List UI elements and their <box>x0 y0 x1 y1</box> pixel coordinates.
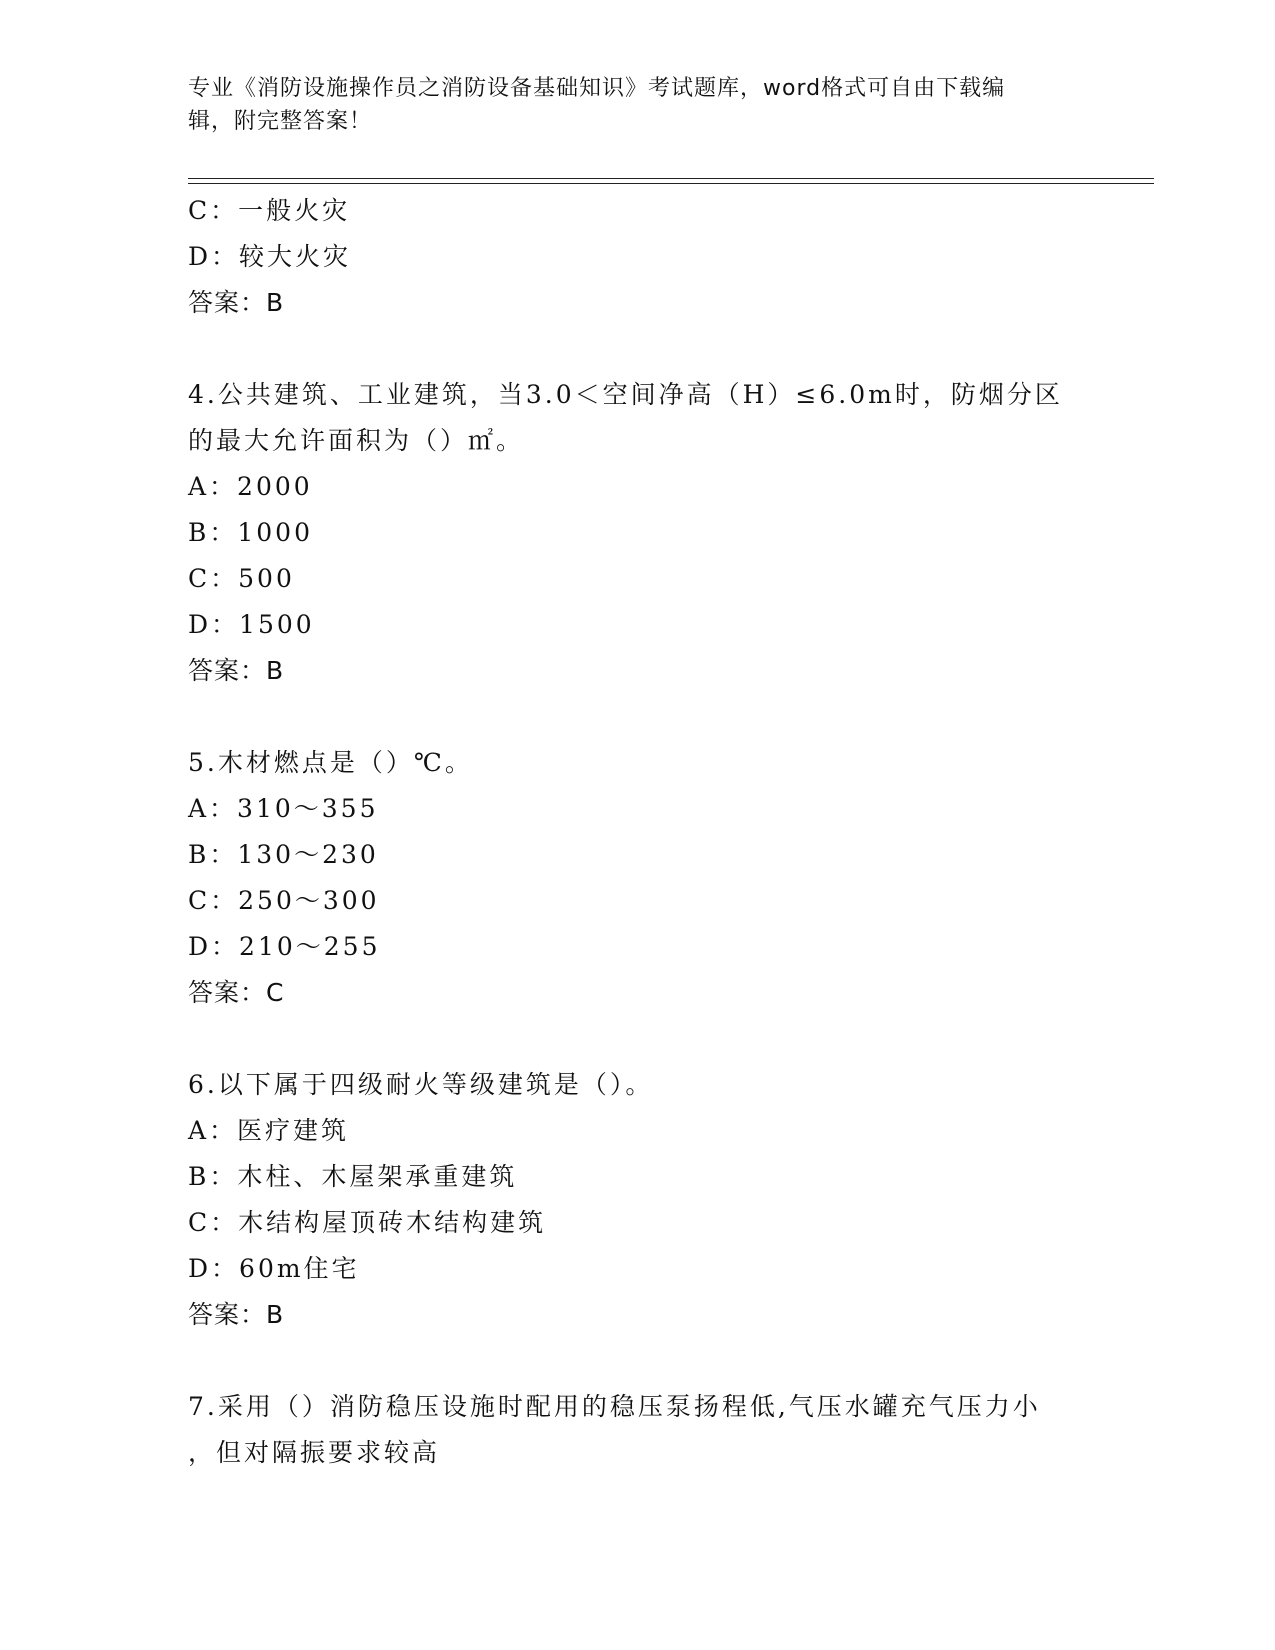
question-text-line-1: 7.采用（）消防稳压设施时配用的稳压泵扬程低,气压水罐充气压力小 <box>188 1392 1041 1421</box>
option-d: D：较大火灾 <box>188 242 352 271</box>
question-5 <box>188 740 1088 1016</box>
option-c: C：一般火灾 <box>188 196 351 225</box>
document-header <box>188 72 1068 138</box>
question-text-line-1: 5.木材燃点是（）℃。 <box>188 748 473 777</box>
option-c: C：木结构屋顶砖木结构建筑 <box>188 1208 547 1237</box>
answer: 答案：B <box>188 1300 285 1329</box>
option-c: C：250～300 <box>188 886 380 915</box>
header-divider-top <box>188 178 1154 179</box>
answer: 答案：C <box>188 978 285 1007</box>
option-b: B：130～230 <box>188 840 379 869</box>
option-b: B：木柱、木屋架承重建筑 <box>188 1162 518 1191</box>
header-line-2: 辑，附完整答案！ <box>188 109 373 134</box>
option-a: A：2000 <box>188 472 313 501</box>
spacer <box>188 326 1088 372</box>
question-text-line-1: 6.以下属于四级耐火等级建筑是（）。 <box>188 1070 654 1099</box>
option-a: A：310～355 <box>188 794 379 823</box>
question-text-line-1: 4.公共建筑、工业建筑，当3.0＜空间净高（H）≤6.0m时，防烟分区 <box>188 380 1063 409</box>
question-6 <box>188 1062 1088 1338</box>
answer: 答案：B <box>188 288 285 317</box>
option-c: C：500 <box>188 564 295 593</box>
question-4 <box>188 372 1088 694</box>
question-text-line-2: 的最大允许面积为（）㎡。 <box>188 426 525 455</box>
question-7 <box>188 1384 1088 1476</box>
question-list <box>188 188 1088 1476</box>
option-d: D：1500 <box>188 610 315 639</box>
header-line-1: 专业《消防设施操作员之消防设备基础知识》考试题库，word格式可自由下载编 <box>188 76 1006 101</box>
question-3 <box>188 188 1088 326</box>
question-text-line-2: ，但对隔振要求较高 <box>188 1438 441 1467</box>
spacer <box>188 694 1088 740</box>
option-a: A：医疗建筑 <box>188 1116 350 1145</box>
spacer <box>188 1016 1088 1062</box>
option-d: D：60m住宅 <box>188 1254 360 1283</box>
option-b: B：1000 <box>188 518 313 547</box>
spacer <box>188 1338 1088 1384</box>
header-divider-bottom <box>188 183 1154 184</box>
answer: 答案：B <box>188 656 285 685</box>
option-d: D：210～255 <box>188 932 381 961</box>
